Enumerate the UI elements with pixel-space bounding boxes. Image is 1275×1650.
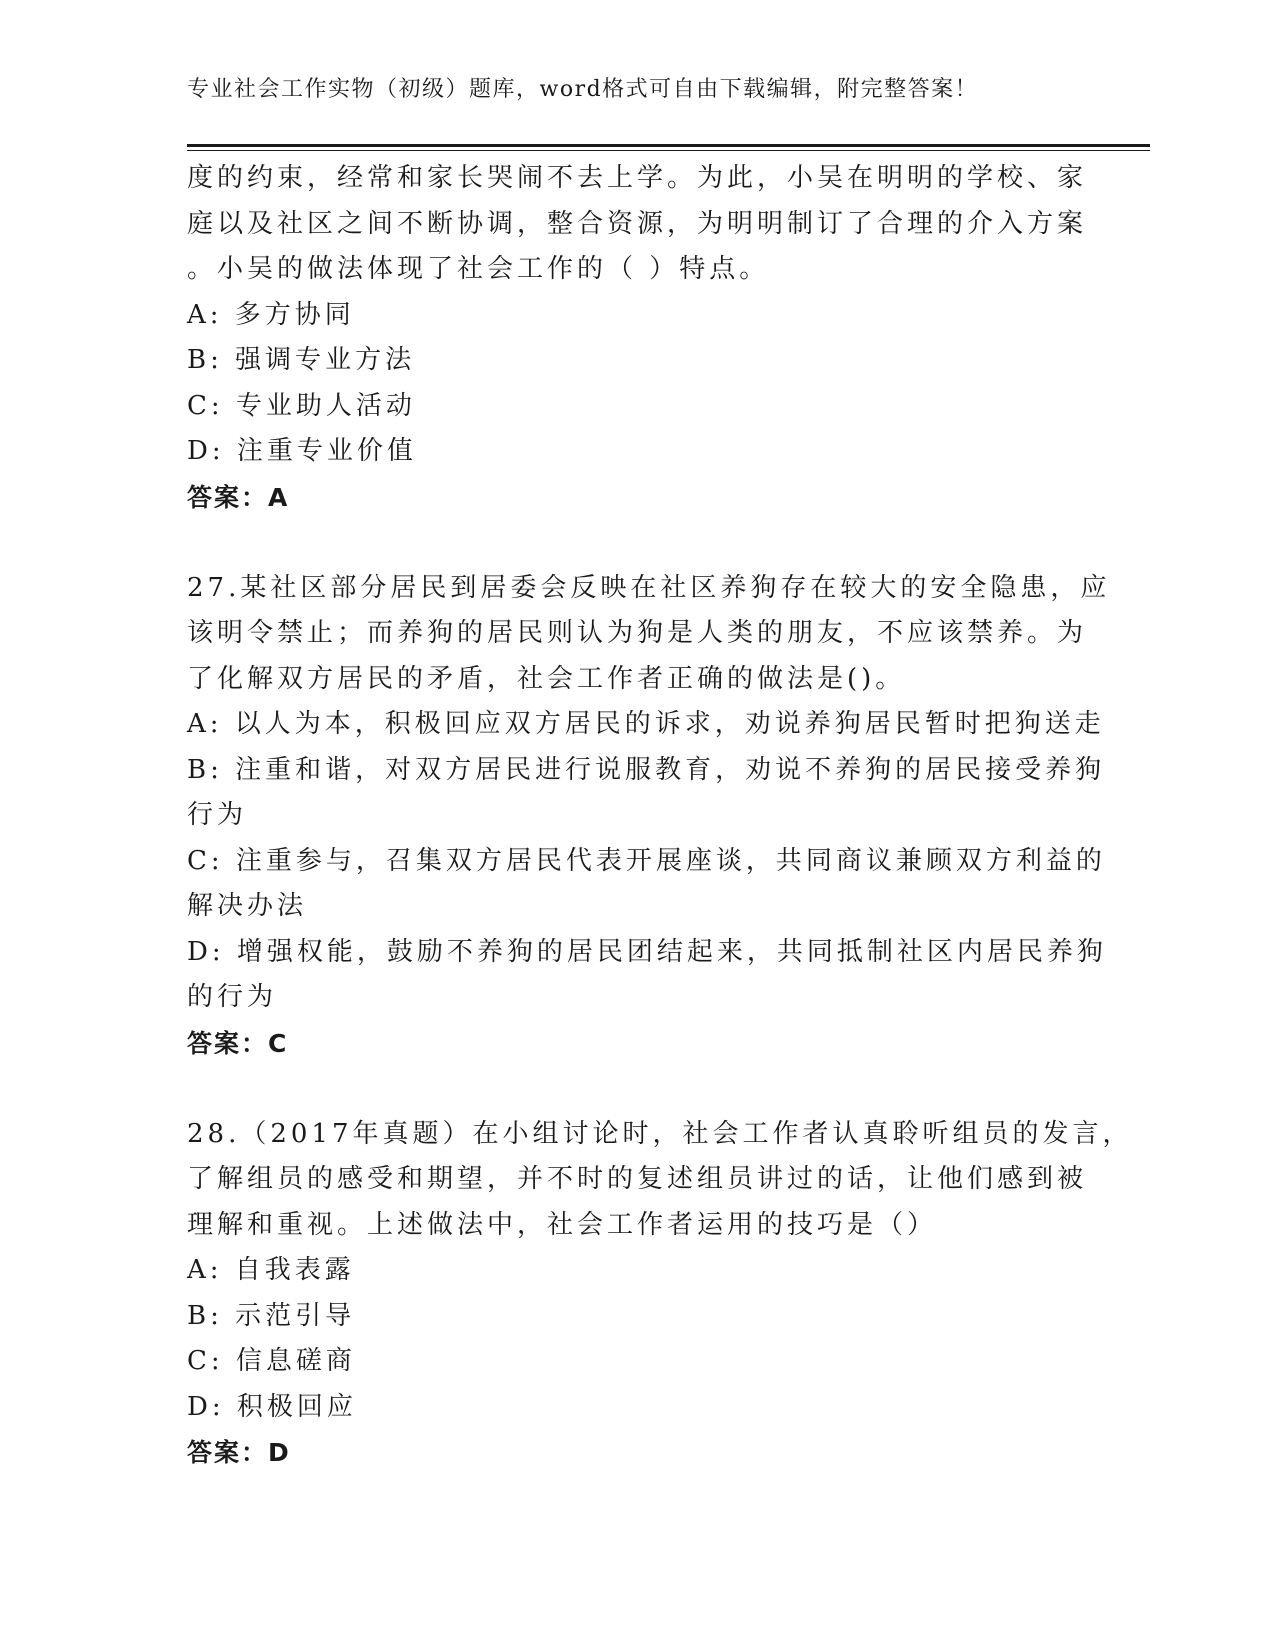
question-text-line: 庭以及社区之间不断协调，整合资源，为明明制订了合理的介入方案 bbox=[187, 208, 1088, 239]
option-d: D: 积极回应 bbox=[187, 1391, 357, 1422]
option-a: A: 多方协同 bbox=[187, 299, 355, 330]
option-c: C: 注重参与，召集双方居民代表开展座谈，共同商议兼顾双方利益的 bbox=[187, 845, 1106, 876]
question-text-line: 度的约束，经常和家长哭闹不去上学。为此，小吴在明明的学校、家 bbox=[187, 163, 1088, 193]
answer-label: 答案：C bbox=[187, 1028, 289, 1058]
page-header: 专业社会工作实物（初级）题库，word格式可自由下载编辑，附完整答案！ bbox=[187, 77, 979, 102]
question-text-line: 该明令禁止；而养狗的居民则认为狗是人类的朋友，不应该禁养。为 bbox=[187, 618, 1088, 648]
option-d: D: 增强权能，鼓励不养狗的居民团结起来，共同抵制社区内居民养狗 bbox=[187, 936, 1107, 967]
question-text-line: 理解和重视。上述做法中，社会工作者运用的技巧是（） bbox=[187, 1209, 938, 1240]
question-27 bbox=[187, 566, 1111, 1067]
header-rule-thick bbox=[187, 144, 1150, 147]
option-a: A: 自我表露 bbox=[187, 1255, 355, 1285]
option-d-continued: 的行为 bbox=[187, 982, 278, 1012]
question-28 bbox=[187, 1112, 1133, 1476]
spacer bbox=[187, 1066, 1087, 1112]
option-c-continued: 解决办法 bbox=[187, 891, 308, 921]
document-body bbox=[187, 156, 1133, 1476]
spacer bbox=[187, 520, 1087, 566]
header-rule-thin bbox=[187, 150, 1150, 151]
option-d: D: 注重专业价值 bbox=[187, 436, 417, 466]
answer-label: 答案：A bbox=[187, 482, 290, 512]
question-text-line: 。小吴的做法体现了社会工作的（ ）特点。 bbox=[187, 254, 770, 284]
answer-label: 答案：D bbox=[187, 1438, 291, 1467]
option-b: B: 示范引导 bbox=[187, 1300, 356, 1331]
question-text-line: 了解组员的感受和期望，并不时的复述组员讲过的话，让他们感到被 bbox=[187, 1164, 1088, 1194]
option-c: C: 信息磋商 bbox=[187, 1346, 356, 1376]
option-a: A: 以人为本，积极回应双方居民的诉求，劝说养狗居民暂时把狗送走 bbox=[187, 709, 1105, 739]
option-c: C: 专业助人活动 bbox=[187, 390, 416, 421]
question-text-line: 28.（2017年真题）在小组讨论时，社会工作者认真聆听组员的发言， bbox=[187, 1118, 1133, 1149]
option-b: B: 强调专业方法 bbox=[187, 345, 416, 375]
question-26-continued bbox=[187, 156, 1087, 520]
question-text-line: 了化解双方居民的矛盾，社会工作者正确的做法是()。 bbox=[187, 663, 906, 694]
option-b: B: 注重和谐，对双方居民进行说服教育，劝说不养狗的居民接受养狗 bbox=[187, 754, 1106, 785]
question-text-line: 27.某社区部分居民到居委会反映在社区养狗存在较大的安全隐患，应 bbox=[187, 572, 1111, 603]
option-b-continued: 行为 bbox=[187, 800, 248, 830]
